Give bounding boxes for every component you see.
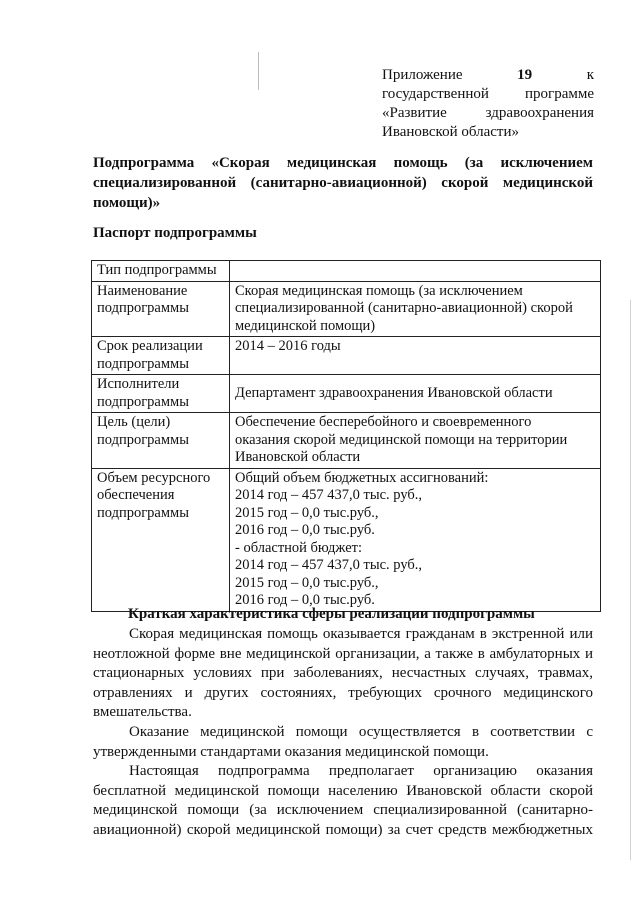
scan-artifact	[258, 52, 259, 90]
paragraph-line: медицинской помощи (за исключением специализированной (санитарно-	[93, 802, 593, 818]
cell-line: специализированной (санитарно-авиационной) скорой	[235, 300, 573, 316]
cell-line: обеспечения	[97, 487, 175, 503]
cell-line: Исполнители	[97, 376, 180, 392]
cell-line: Тип подпрограммы	[97, 262, 217, 278]
cell-line: 2015 год – 0,0 тыс.руб.,	[235, 504, 379, 521]
paragraph-line: Скорая медицинская помощь оказывается гражданам в экстренной или	[129, 626, 593, 642]
cell-line: Скорая медицинская помощь (за исключением	[235, 282, 523, 299]
cell-line: 2014 – 2016 годы	[235, 338, 341, 354]
paragraph-line: стационарных условиях при заболеваниях, несчастных случаях, травмах,	[93, 665, 593, 681]
appendix-line-2: государственной программе	[382, 86, 594, 102]
row-value	[230, 375, 601, 413]
appendix-suffix: к	[586, 67, 594, 83]
table-row	[92, 375, 601, 413]
passport-table	[91, 260, 601, 612]
paragraph-1	[93, 625, 593, 723]
cell-line: 2016 год – 0,0 тыс.руб.	[235, 592, 375, 608]
passport-heading: Паспорт подпрограммы	[93, 225, 257, 241]
paragraph-line: Оказание медицинской помощи осуществляется в соответствии с	[129, 724, 593, 740]
paragraph-line: вмешательства.	[93, 704, 192, 720]
cell-line: медицинской помощи)	[235, 317, 376, 334]
title-line: специализированной (санитарно-авиационной) скорой медицинской	[93, 175, 593, 191]
row-label	[92, 468, 230, 611]
table-row	[92, 413, 601, 469]
cell-line: 2014 год – 457 437,0 тыс. руб.,	[235, 487, 423, 503]
paragraph-line: бесплатной медицинской помощи населению Ивановской области скорой	[93, 782, 593, 799]
appendix-line-4: Ивановской области»	[382, 124, 519, 140]
section-title: Краткая характеристика сферы реализации подпрограммы	[128, 606, 535, 622]
row-label	[92, 375, 230, 413]
paragraph-line: Настоящая подпрограмма предполагает организацию оказания	[129, 763, 593, 779]
paragraph-3	[93, 762, 593, 840]
cell-line: подпрограммы	[97, 355, 189, 372]
table-row	[92, 337, 601, 375]
title-line: помощи)»	[93, 195, 161, 211]
cell-line: оказания скорой медицинской помощи на территории	[235, 431, 568, 448]
row-label	[92, 261, 230, 282]
row-label	[92, 281, 230, 337]
table-row	[92, 281, 601, 337]
row-value	[230, 261, 601, 282]
subprogram-title	[93, 153, 593, 213]
cell-line: подпрограммы	[97, 300, 189, 316]
row-value	[230, 413, 601, 469]
cell-line: 2016 год – 0,0 тыс.руб.	[235, 522, 375, 538]
paragraph-line: утвержденными стандартами оказания медицинской помощи.	[93, 743, 489, 760]
cell-line: 2014 год – 457 437,0 тыс. руб.,	[235, 557, 423, 573]
row-label	[92, 337, 230, 375]
cell-line: Срок реализации	[97, 338, 203, 354]
cell-line: Департамент здравоохранения Ивановской области	[235, 384, 553, 401]
appendix-number: 19	[517, 67, 533, 83]
cell-line: Общий объем бюджетных ассигнований:	[235, 469, 489, 486]
cell-line: Обеспечение бесперебойного и своевременного	[235, 414, 532, 430]
cell-line: Объем ресурсного	[97, 469, 211, 486]
appendix-note	[382, 66, 594, 142]
cell-line: подпрограммы	[97, 431, 189, 448]
title-line: Подпрограмма «Скорая медицинская помощь (за исключением	[93, 155, 593, 171]
cell-line: Ивановской области	[235, 449, 361, 465]
paragraph-line: отравлениях и других состояниях, требующих срочного медицинского	[93, 684, 593, 701]
paragraph-line: авиационной) скорой медицинской помощи) за счет средств межбюджетных	[93, 821, 593, 838]
cell-line: Цель (цели)	[97, 414, 171, 430]
table-row	[92, 261, 601, 282]
cell-line: Наименование	[97, 282, 188, 299]
row-value	[230, 468, 601, 611]
paragraph-2	[93, 723, 593, 762]
appendix-line-3: «Развитие здравоохранения	[382, 105, 594, 121]
cell-line: подпрограммы	[97, 393, 189, 410]
row-label	[92, 413, 230, 469]
appendix-line-1	[382, 66, 594, 85]
table-row	[92, 468, 601, 611]
row-value	[230, 281, 601, 337]
cell-line: подпрограммы	[97, 504, 189, 521]
row-value	[230, 337, 601, 375]
scan-artifact	[630, 300, 631, 860]
paragraph-line: неотложной форме вне медицинской организации, а также в амбулаторных и	[93, 645, 593, 662]
cell-line: - областной бюджет:	[235, 539, 363, 556]
cell-line: 2015 год – 0,0 тыс.руб.,	[235, 574, 379, 591]
appendix-word: Приложение	[382, 67, 463, 83]
